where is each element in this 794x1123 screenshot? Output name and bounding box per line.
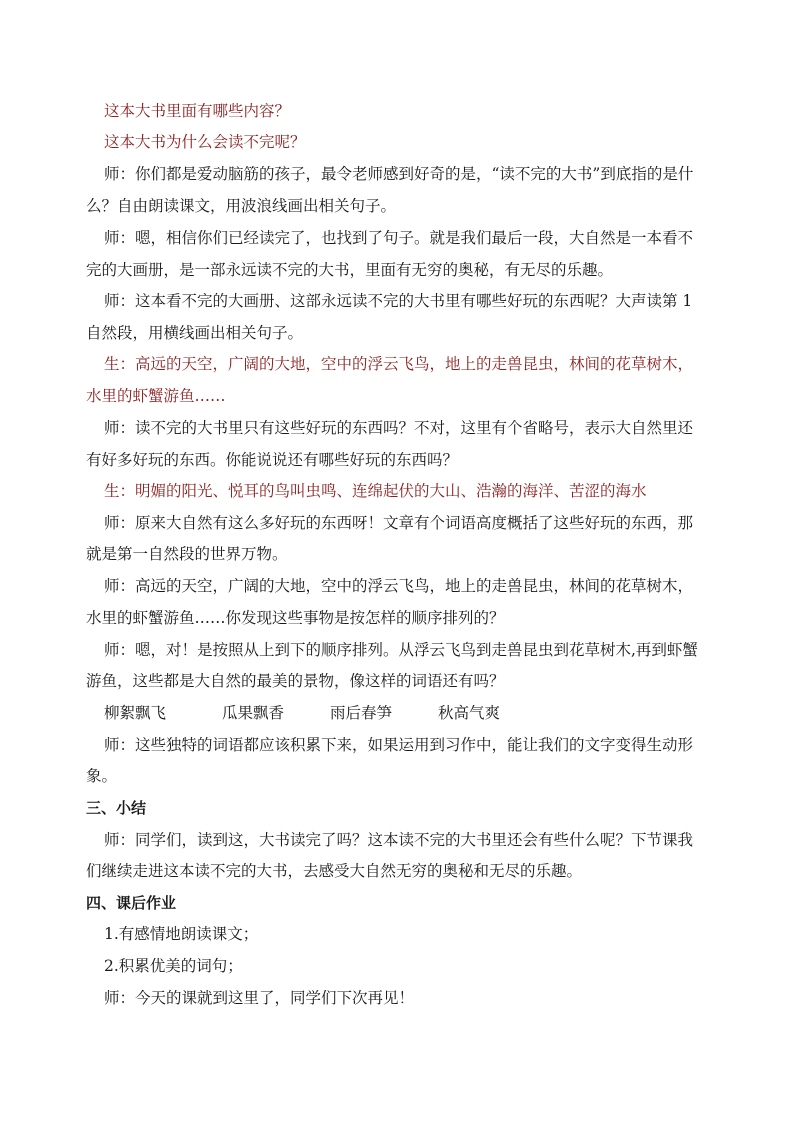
teacher-line-cont: 象。 [86, 767, 118, 785]
homework-item: 2.积累优美的词句； [104, 957, 243, 975]
teacher-line: 师：高远的天空，广阔的大地，空中的浮云飞鸟，地上的走兽昆虫，林间的花草树木， [104, 577, 694, 595]
teacher-line: 师：读不完的大书里只有这些好玩的东西吗？不对，这里有个省略号，表示大自然里还 [104, 419, 694, 437]
student-line-cont: 水里的虾蟹游鱼…… [86, 387, 226, 405]
idiom: 秋高气爽 [438, 704, 501, 722]
teacher-line: 师：同学们，读到这，大书读完了吗？这本读不完的大书里还会有些什么呢？下节课我 [104, 831, 694, 849]
teacher-line-cont: 自然段，用横线画出相关句子。 [86, 324, 304, 342]
homework-item: 1.有感情地朗读课文； [104, 925, 259, 943]
teacher-line-cont: 么？自由朗读课文，用波浪线画出相关句子。 [86, 197, 397, 215]
teacher-line: 师：这些独特的词语都应该积累下来，如果运用到习作中，能让我们的文字变得生动形 [104, 736, 694, 754]
question-line: 这本大书为什么会读不完呢？ [104, 133, 306, 151]
teacher-line: 师：嗯，相信你们已经读完了，也找到了句子。就是我们最后一段，大自然是一本看不 [104, 229, 694, 247]
question-line: 这本大书里面有哪些内容？ [104, 102, 291, 120]
teacher-line: 师：嗯，对！是按照从上到下的顺序排列。从浮云飞鸟到走兽昆虫到花草树木,再到虾蟹 [104, 641, 698, 659]
student-line: 生：高远的天空，广阔的大地，空中的浮云飞鸟，地上的走兽昆虫，林间的花草树木， [104, 355, 694, 373]
teacher-line-cont: 水里的虾蟹游鱼……你发现这些事物是按怎样的顺序排列的？ [86, 609, 505, 627]
teacher-line: 师：今天的课就到这里了，同学们下次再见！ [104, 989, 415, 1007]
teacher-line-cont: 游鱼，这些都是大自然的最美的景物，像这样的词语还有吗？ [86, 672, 505, 690]
teacher-line-cont: 完的大画册，是一部永远读不完的大书，里面有无穷的奥秘，有无尽的乐趣。 [86, 261, 614, 279]
teacher-line: 师：这本看不完的大画册、这部永远读不完的大书里有哪些好玩的东西呢？大声读第 1 [104, 292, 693, 310]
teacher-line-cont: 们继续走进这本读不完的大书，去感受大自然无穷的奥秘和无尽的乐趣。 [86, 862, 583, 880]
student-line: 生：明媚的阳光、悦耳的鸟叫虫鸣、连绵起伏的大山、浩瀚的海洋、苦涩的海水 [104, 482, 647, 500]
teacher-line-cont: 就是第一自然段的世界万物。 [86, 545, 288, 563]
idiom: 柳絮飘飞 [104, 704, 167, 722]
idiom-row [104, 703, 744, 723]
section-heading: 三、小结 [86, 799, 147, 817]
teacher-line: 师：你们都是爱动脑筋的孩子，最令老师感到好奇的是，“读不完的大书”到底指的是什 [104, 165, 694, 183]
teacher-line-cont: 有好多好玩的东西。你能说说还有哪些好玩的东西吗？ [86, 451, 459, 469]
teacher-line: 师：原来大自然有这么多好玩的东西呀！文章有个词语高度概括了这些好玩的东西，那 [104, 514, 694, 532]
idiom: 雨后春笋 [330, 704, 393, 722]
idiom: 瓜果飘香 [222, 704, 285, 722]
section-heading: 四、课后作业 [86, 894, 177, 912]
